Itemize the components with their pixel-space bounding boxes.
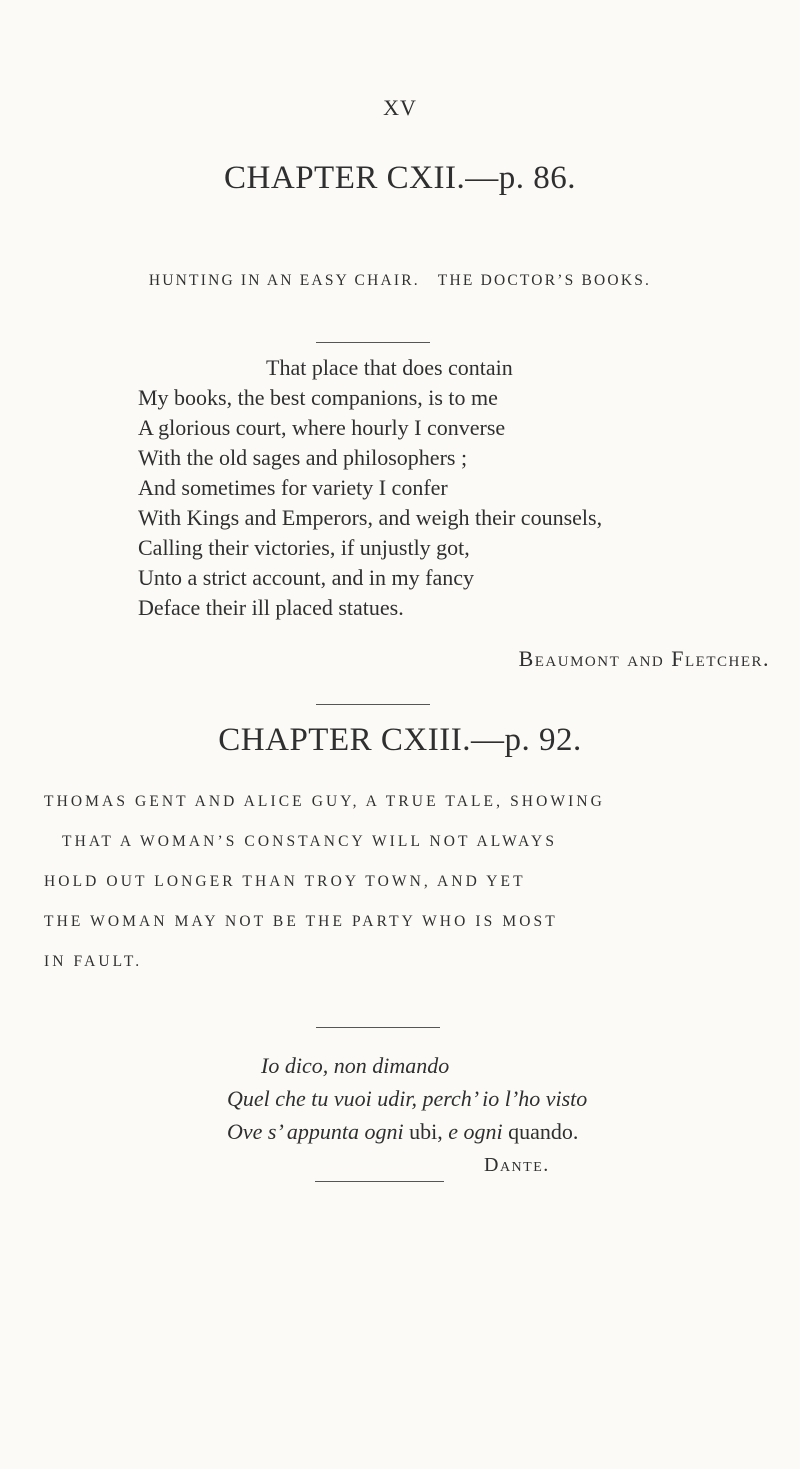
verse-line <box>227 1115 587 1148</box>
subtitle-line: THAT A WOMAN’S CONSTANCY WILL NOT ALWAYS <box>62 833 558 850</box>
page-number: XV <box>383 95 417 120</box>
chapter-subtitle-cxiii <box>44 782 759 982</box>
verse-line: That place that does contain <box>266 355 513 380</box>
verse-line: Quel che tu vuoi udir, perch’ io l’ho visto <box>227 1086 588 1111</box>
verse-line: With the old sages and philosophers ; <box>138 445 468 470</box>
divider-rule <box>316 1027 440 1028</box>
verse-line: Deface their ill placed statues. <box>138 595 404 620</box>
verse-line: With Kings and Emperors, and weigh their counsels, <box>138 505 603 530</box>
verse-line: Io dico, non dimando <box>261 1053 450 1078</box>
subtitle-line: THOMAS GENT AND ALICE GUY, A TRUE TALE, SHOWING <box>44 793 605 810</box>
verse-line: And sometimes for variety I confer <box>138 475 448 500</box>
subtitle-line: HOLD OUT LONGER THAN TROY TOWN, AND YET <box>44 873 526 890</box>
epigraph-attribution-cxiii: Dante. <box>484 1154 550 1176</box>
verse-line: Calling their victories, if unjustly got, <box>138 535 470 560</box>
verse-line: My books, the best companions, is to me <box>138 385 498 410</box>
verse-fragment: ubi, <box>403 1119 449 1144</box>
epigraph-verse-cxiii <box>227 1049 588 1148</box>
verse-fragment: Ove s’ appunta ogni <box>227 1119 404 1144</box>
verse-line: Unto a strict account, and in my fancy <box>138 565 475 590</box>
epigraph-verse-cxii <box>138 353 602 623</box>
divider-rule <box>315 1181 444 1182</box>
verse-fragment: e ogni <box>448 1119 503 1144</box>
verse-fragment: quando. <box>502 1119 579 1144</box>
chapter-title-cxii: CHAPTER CXII.—p. 86. <box>224 160 576 196</box>
subtitle-line: IN FAULT. <box>44 953 143 970</box>
epigraph-attribution-cxii: Beaumont and Fletcher. <box>518 646 770 671</box>
divider-rule <box>316 704 430 705</box>
verse-line: A glorious court, where hourly I converse <box>138 415 506 440</box>
divider-rule <box>316 342 430 343</box>
chapter-subtitle-cxii: HUNTING IN AN EASY CHAIR. THE DOCTOR’S BOOKS. <box>148 272 652 289</box>
subtitle-line: THE WOMAN MAY NOT BE THE PARTY WHO IS MOST <box>44 913 558 930</box>
chapter-title-cxiii: CHAPTER CXIII.—p. 92. <box>218 722 582 758</box>
